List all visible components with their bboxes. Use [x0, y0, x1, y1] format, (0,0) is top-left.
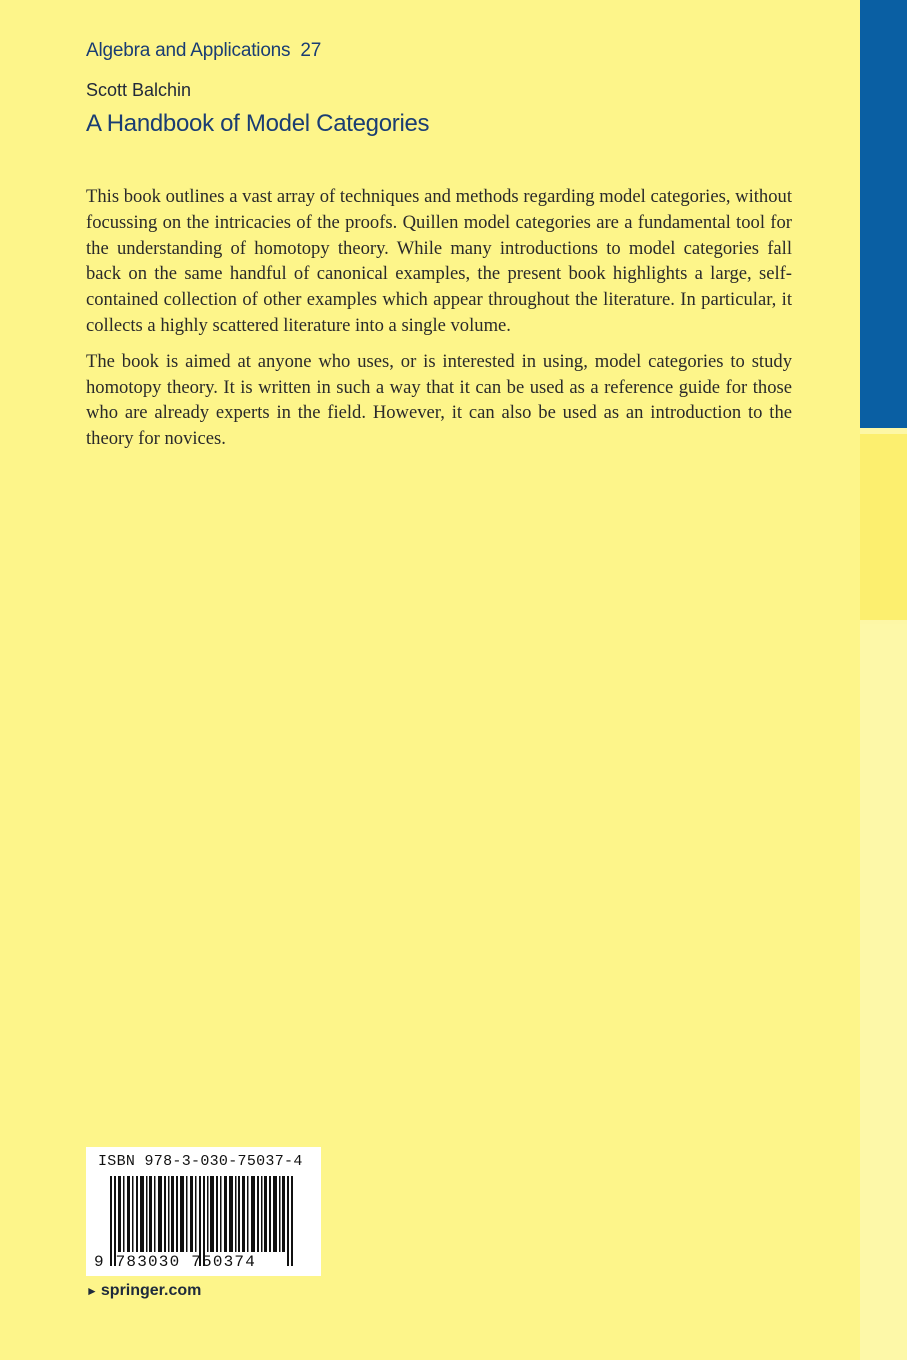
- blurb-paragraph-1: This book outlines a vast array of techniques and methods regarding model categories, without focussing on the intricacies of the proofs. Quillen model categories are a fundamental tool for the understanding of homotopy theory. While many introductions to model categories fall back on the same handful of canonical examples, the present book highlights a large, self-contained collection of other examples which appear throughout the literature. In particular, it collects a highly scattered literature into a single volume.: [86, 186, 792, 336]
- arrow-right-icon: ►: [86, 1284, 98, 1298]
- series-number: 27: [300, 40, 322, 61]
- barcode-box: [86, 1147, 321, 1276]
- isbn-label: ISBN 978-3-030-75037-4: [98, 1153, 303, 1170]
- book-title: A Handbook of Model Categories: [86, 110, 430, 137]
- author-name: Scott Balchin: [86, 80, 192, 100]
- blurb: [86, 184, 792, 462]
- spine-pale-band: [860, 624, 907, 1360]
- publisher-url: springer.com: [100, 1282, 202, 1299]
- publisher-link[interactable]: [86, 1282, 201, 1300]
- barcode-digits: 9 783030 750374: [94, 1253, 257, 1271]
- series-line: [86, 40, 321, 62]
- series-name: Algebra and Applications: [86, 40, 291, 61]
- spine-blue-band: [860, 0, 907, 428]
- spine-yellow-band: [860, 434, 907, 620]
- blurb-paragraph-2: The book is aimed at anyone who uses, or is interested in using, model categories to study homotopy theory. It is written in such a way that it can be used as a reference guide for those who are already experts in the field. However, it can also be used as an introduction to the theory for novices.: [86, 350, 792, 450]
